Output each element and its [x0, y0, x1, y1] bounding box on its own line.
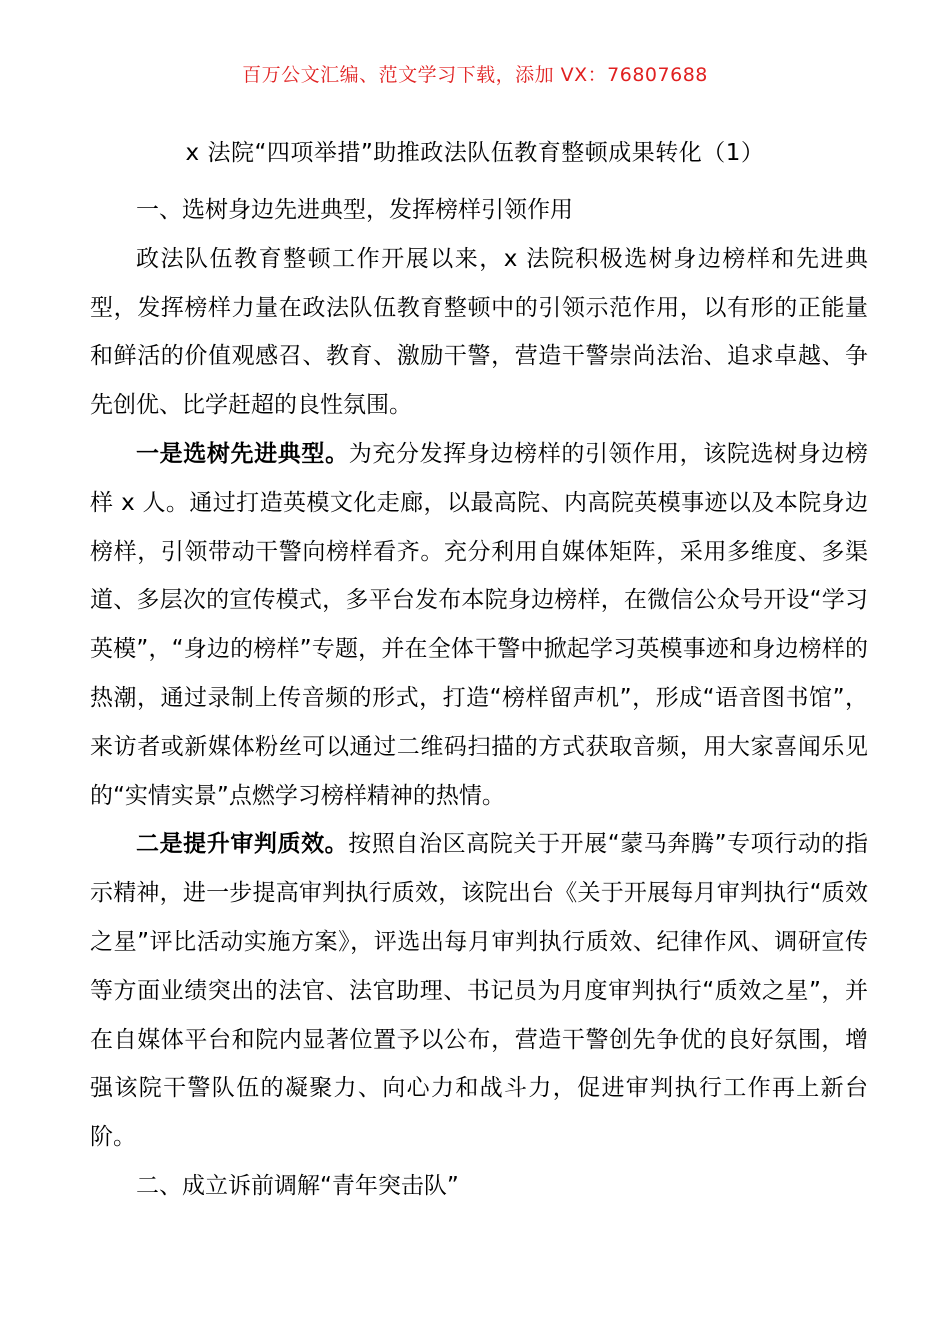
point-1-text: 为充分发挥身边榜样的引领作用，该院选树身边榜样 x 人。通过打造英模文化走廊，以最高院、内高院英模事迹以及本院身边榜样，引领带动干警向榜样看齐。充分利用自媒体矩阵，采用多维度、多渠道、多层次的宣传模式，多平台发布本院身边榜样，在微信公众号开设“学习英模”，“身边的榜样”专题，并在全体干警中掀起学习英模事迹和身边榜样的热潮，通过录制上传音频的形式，打造“榜样留声机”，形成“语音图书馆”，来访者或新媒体粉丝可以通过二维码扫描的方式获取音频，用大家喜闻乐见的“实情实景”点燃学习榜样精神的热情。 [90, 440, 869, 809]
document-title: x 法院“四项举措”助推政法队伍教育整顿成果转化（1） [185, 140, 765, 166]
section-1-heading: 一、选树身边先进典型，发挥榜样引领作用 [136, 197, 573, 223]
point-1-lead: 一是选树先进典型。 [136, 440, 349, 467]
section-2-heading: 二、成立诉前调解“青年突击队” [136, 1172, 459, 1199]
watermark-header: 百万公文汇编、范文学习下载，添加 VX：76807688 [242, 64, 708, 86]
point-1-paragraph [90, 430, 868, 820]
section-1-paragraph: 政法队伍教育整顿工作开展以来，x 法院积极选树身边榜样和先进典型，发挥榜样力量在政法队伍教育整顿中的引领示范作用，以有形的正能量和鲜活的价值观感召、教育、激励干警，营造干警崇尚法治、追求卓越、争先创优、比学赶超的良性氛围。 [90, 245, 868, 419]
document-body [90, 186, 868, 1211]
point-2-paragraph [90, 820, 868, 1162]
point-2-text: 按照自治区高院关于开展“蒙马奔腾”专项行动的指示精神，进一步提高审判执行质效，该院出台《关于开展每月审判执行“质效之星”评比活动实施方案》，评选出每月审判执行质效、纪律作风、调研宣传等方面业绩突出的法官、法官助理、书记员为月度审判执行“质效之星”，并在自媒体平台和院内显著位置予以公布，营造干警创先争优的良好氛围，增强该院干警队伍的凝聚力、向心力和战斗力，促进审判执行工作再上新台阶。 [90, 831, 868, 1151]
point-2-lead: 二是提升审判质效。 [136, 831, 349, 858]
